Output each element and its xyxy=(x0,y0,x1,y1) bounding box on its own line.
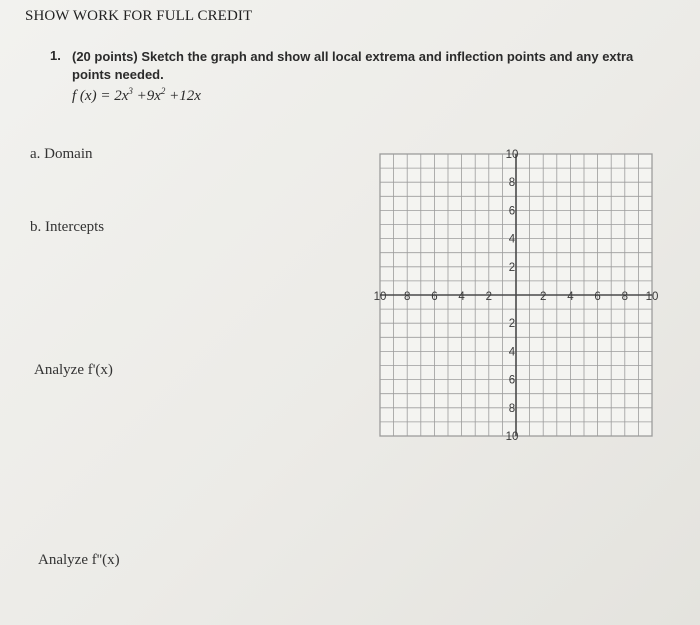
x-tick-label: 2 xyxy=(539,291,547,303)
x-tick-label: 2 xyxy=(485,291,493,303)
second-derivative-label: Analyze f''(x) xyxy=(38,552,120,568)
x-tick-label: 4 xyxy=(458,291,465,303)
function-exponent-2: 2 xyxy=(160,86,166,96)
y-tick-label: 8 xyxy=(508,402,516,415)
question-number: 1. xyxy=(50,48,61,63)
y-tick-label: 4 xyxy=(508,346,516,359)
question-text: (20 points) Sketch the graph and show all local extrema and inflection points and any extra points needed. xyxy=(72,49,634,82)
function-expression xyxy=(72,86,201,105)
coordinate-grid xyxy=(370,148,662,444)
x-tick-label: 6 xyxy=(431,291,438,303)
page-header: SHOW WORK FOR FULL CREDIT xyxy=(25,8,253,24)
x-tick-label: 4 xyxy=(567,291,574,303)
function-exponent-1: 3 xyxy=(128,86,133,96)
first-derivative-label: Analyze f'(x) xyxy=(34,362,113,378)
function-suffix: +12x xyxy=(165,88,201,104)
y-tick-label: 10 xyxy=(505,431,519,443)
y-tick-label: 4 xyxy=(508,233,516,246)
y-tick-label: 6 xyxy=(508,374,516,387)
function-prefix: f (x) = 2x xyxy=(72,88,129,104)
domain-label: a. Domain xyxy=(30,146,93,162)
x-tick-label: 6 xyxy=(594,291,601,303)
y-tick-label: 6 xyxy=(508,205,516,218)
function-middle: +9x xyxy=(132,88,161,104)
y-tick-label: 2 xyxy=(508,261,516,274)
y-tick-label: 10 xyxy=(505,149,519,161)
x-tick-label: 10 xyxy=(373,291,387,303)
x-tick-label: 8 xyxy=(621,291,629,303)
y-tick-label: 8 xyxy=(508,177,516,190)
intercepts-label: b. Intercepts xyxy=(30,219,105,235)
x-tick-label: 8 xyxy=(403,291,411,303)
x-tick-label: 10 xyxy=(645,291,659,303)
y-tick-label: 2 xyxy=(508,318,516,331)
